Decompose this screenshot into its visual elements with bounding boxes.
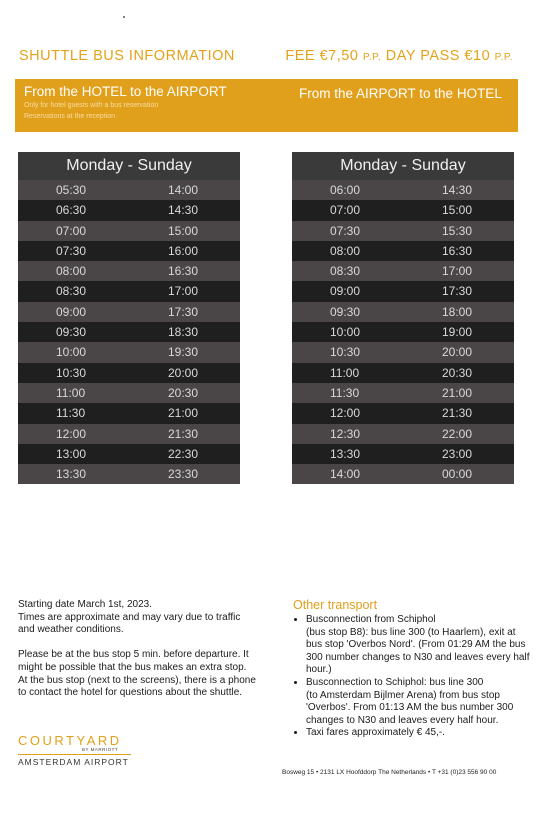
- shuttle-notes: [18, 599, 258, 712]
- departure-time-morning: 09:00: [330, 284, 361, 299]
- other-transport-section: [293, 598, 533, 740]
- departure-time-afternoon: 15:00: [168, 223, 199, 238]
- table-row: [18, 302, 240, 322]
- table-rows: [292, 180, 514, 484]
- other-transport-heading: Other transport: [293, 598, 378, 612]
- departure-time-morning: 09:30: [56, 325, 87, 340]
- departure-time-morning: 11:00: [330, 365, 360, 380]
- fee-info: [285, 48, 513, 64]
- bus-stop-note: Please be at the bus stop 5 min. before departure. It might be possible that the bus makes an extra stop. At the bus stop (next to the screens), there is a phone to contact the hotel for questions about the shuttle.: [18, 649, 256, 699]
- table-row: [292, 221, 514, 241]
- table-row: [18, 444, 240, 464]
- schedule-table-hotel-to-airport: [18, 152, 240, 484]
- departure-time-afternoon: 00:00: [442, 467, 473, 482]
- table-row: [18, 424, 240, 444]
- departure-time-morning: 06:00: [330, 183, 361, 197]
- table-row: [18, 383, 240, 403]
- schedule-table-airport-to-hotel: [292, 152, 514, 484]
- table-row: [292, 200, 514, 220]
- departure-time-morning: 08:00: [330, 243, 361, 258]
- list-item: [306, 677, 533, 727]
- table-row: [292, 322, 514, 342]
- departure-time-morning: 07:00: [56, 223, 87, 238]
- reservation-note-2: Reservations at the reception: [24, 113, 116, 120]
- list-item: [306, 614, 533, 677]
- departure-time-morning: 11:00: [56, 385, 86, 400]
- bus-from-schiphol-text: • Busconnection from Schiphol (bus stop B8): bus line 300 (to Haarlem), exit at bus stop 'Overbos Nord'. (From 01:29 AM the bus 300 number changes to N30 and leaves every half hour.): [306, 614, 530, 676]
- airport-to-hotel-heading: From the AIRPORT to the HOTEL: [299, 86, 502, 101]
- taxi-fare-text: • Taxi fares approximately € 45,-.: [306, 727, 445, 739]
- departure-time-afternoon: 20:30: [168, 385, 199, 400]
- departure-time-afternoon: 21:00: [168, 406, 199, 421]
- departure-time-afternoon: 16:00: [168, 243, 199, 258]
- departure-time-afternoon: 15:00: [442, 203, 473, 218]
- departure-time-morning: 08:00: [56, 264, 87, 279]
- table-rows: [18, 180, 240, 484]
- day-pass-pp-label: P.P.: [494, 52, 513, 63]
- departure-time-morning: 09:00: [56, 304, 87, 319]
- hotel-address: Bosweg 15 • 2131 LX Hoofddorp The Netherlands • T +31 (0)23 556 90 00: [282, 769, 497, 776]
- departure-time-afternoon: 15:30: [442, 223, 473, 238]
- departure-time-afternoon: 17:30: [442, 284, 473, 299]
- departure-time-morning: 13:30: [56, 467, 87, 482]
- table-row: [292, 444, 514, 464]
- table-row: [18, 221, 240, 241]
- other-transport-list: [293, 614, 533, 740]
- departure-time-morning: 14:00: [330, 467, 361, 482]
- page-title: SHUTTLE BUS INFORMATION: [19, 48, 235, 64]
- logo-brand: COURTYARD: [18, 733, 122, 748]
- departure-time-morning: 12:00: [330, 406, 361, 421]
- reservation-note-1: Only for hotel guests with a bus reservation: [24, 102, 159, 109]
- fee-pp-label: P.P.: [362, 52, 382, 63]
- list-item: [306, 727, 533, 740]
- departure-time-morning: 10:00: [330, 325, 361, 340]
- logo-by-marriott: BY MARRIOTT: [82, 747, 119, 752]
- departure-time-afternoon: 21:30: [442, 406, 473, 421]
- departure-time-morning: 08:30: [330, 264, 361, 279]
- departure-time-afternoon: 20:30: [442, 365, 473, 380]
- departure-time-morning: 11:30: [56, 406, 86, 421]
- table-row: [292, 424, 514, 444]
- departure-time-afternoon: 19:30: [168, 345, 199, 360]
- departure-time-morning: 06:30: [56, 203, 87, 218]
- departure-time-morning: 10:30: [56, 365, 87, 380]
- day-pass-label: DAY PASS €10: [381, 48, 495, 64]
- departure-time-afternoon: 23:30: [168, 467, 199, 482]
- table-row: [18, 403, 240, 423]
- departure-time-afternoon: 20:00: [168, 365, 199, 380]
- table-row: [292, 383, 514, 403]
- departure-time-morning: 10:00: [56, 345, 87, 360]
- logo-location: AMSTERDAM AIRPORT: [18, 757, 129, 767]
- departure-time-afternoon: 17:00: [442, 264, 473, 279]
- table-row: [292, 342, 514, 362]
- table-row: [18, 180, 240, 200]
- departure-time-morning: 05:30: [56, 183, 87, 197]
- table-row: [292, 241, 514, 261]
- departure-time-morning: 12:00: [56, 426, 87, 441]
- departure-time-afternoon: 23:00: [442, 446, 473, 461]
- table-row: [292, 464, 514, 484]
- departure-time-morning: 13:00: [56, 446, 87, 461]
- banner-left: [24, 84, 227, 121]
- departure-time-afternoon: 16:30: [168, 264, 199, 279]
- table-row: [292, 363, 514, 383]
- departure-time-afternoon: 20:00: [442, 345, 473, 360]
- table-row: [18, 342, 240, 362]
- table-row: [18, 464, 240, 484]
- departure-time-morning: 07:30: [56, 243, 87, 258]
- table-row: [292, 261, 514, 281]
- departure-time-afternoon: 22:30: [168, 446, 199, 461]
- fee-label: FEE €7,50: [285, 48, 363, 64]
- departure-time-afternoon: 21:30: [168, 426, 199, 441]
- table-row: [18, 241, 240, 261]
- courtyard-logo: [18, 733, 131, 767]
- start-date-note: Starting date March 1st, 2023. Times are approximate and may vary due to traffic and weather conditions.: [18, 599, 241, 636]
- table-row: [18, 322, 240, 342]
- table-row: [18, 261, 240, 281]
- departure-time-afternoon: 18:30: [168, 325, 199, 340]
- departure-time-afternoon: 21:00: [442, 385, 473, 400]
- departure-time-morning: 11:30: [330, 385, 360, 400]
- departure-time-afternoon: 22:00: [442, 426, 473, 441]
- departure-time-morning: 12:30: [330, 426, 361, 441]
- departure-time-afternoon: 14:30: [168, 203, 199, 218]
- departure-time-afternoon: 18:00: [442, 304, 473, 319]
- table-row: [18, 200, 240, 220]
- bus-to-schiphol-text: • Busconnection to Schiphol: bus line 300 (to Amsterdam Bijlmer Arena) from bus stop 'Overbos'. From 01:13 AM the bus number 300 changes to N30 and leaves every half hour.: [306, 676, 514, 726]
- table-row: [292, 180, 514, 200]
- table-row: [18, 281, 240, 301]
- table-row: [292, 403, 514, 423]
- departure-time-afternoon: 17:30: [168, 304, 199, 319]
- departure-time-morning: 08:30: [56, 284, 87, 299]
- hotel-to-airport-heading: From the HOTEL to the AIRPORT: [24, 84, 227, 99]
- table-row: [292, 302, 514, 322]
- departure-time-morning: 13:30: [330, 446, 361, 461]
- departure-time-afternoon: 19:00: [442, 325, 473, 340]
- direction-banner: [15, 79, 518, 132]
- departure-time-afternoon: 14:00: [168, 183, 199, 197]
- table-row: [292, 281, 514, 301]
- departure-time-morning: 09:30: [330, 304, 361, 319]
- table-header: Monday - Sunday: [18, 152, 240, 180]
- table-row: [18, 363, 240, 383]
- departure-time-morning: 07:00: [330, 203, 361, 218]
- table-header: Monday - Sunday: [292, 152, 514, 180]
- scan-dot: [123, 16, 125, 18]
- departure-time-afternoon: 14:30: [442, 183, 473, 197]
- departure-time-afternoon: 17:00: [168, 284, 199, 299]
- departure-time-morning: 07:30: [330, 223, 361, 238]
- departure-time-afternoon: 16:30: [442, 243, 473, 258]
- departure-time-morning: 10:30: [330, 345, 361, 360]
- logo-divider: [18, 754, 131, 755]
